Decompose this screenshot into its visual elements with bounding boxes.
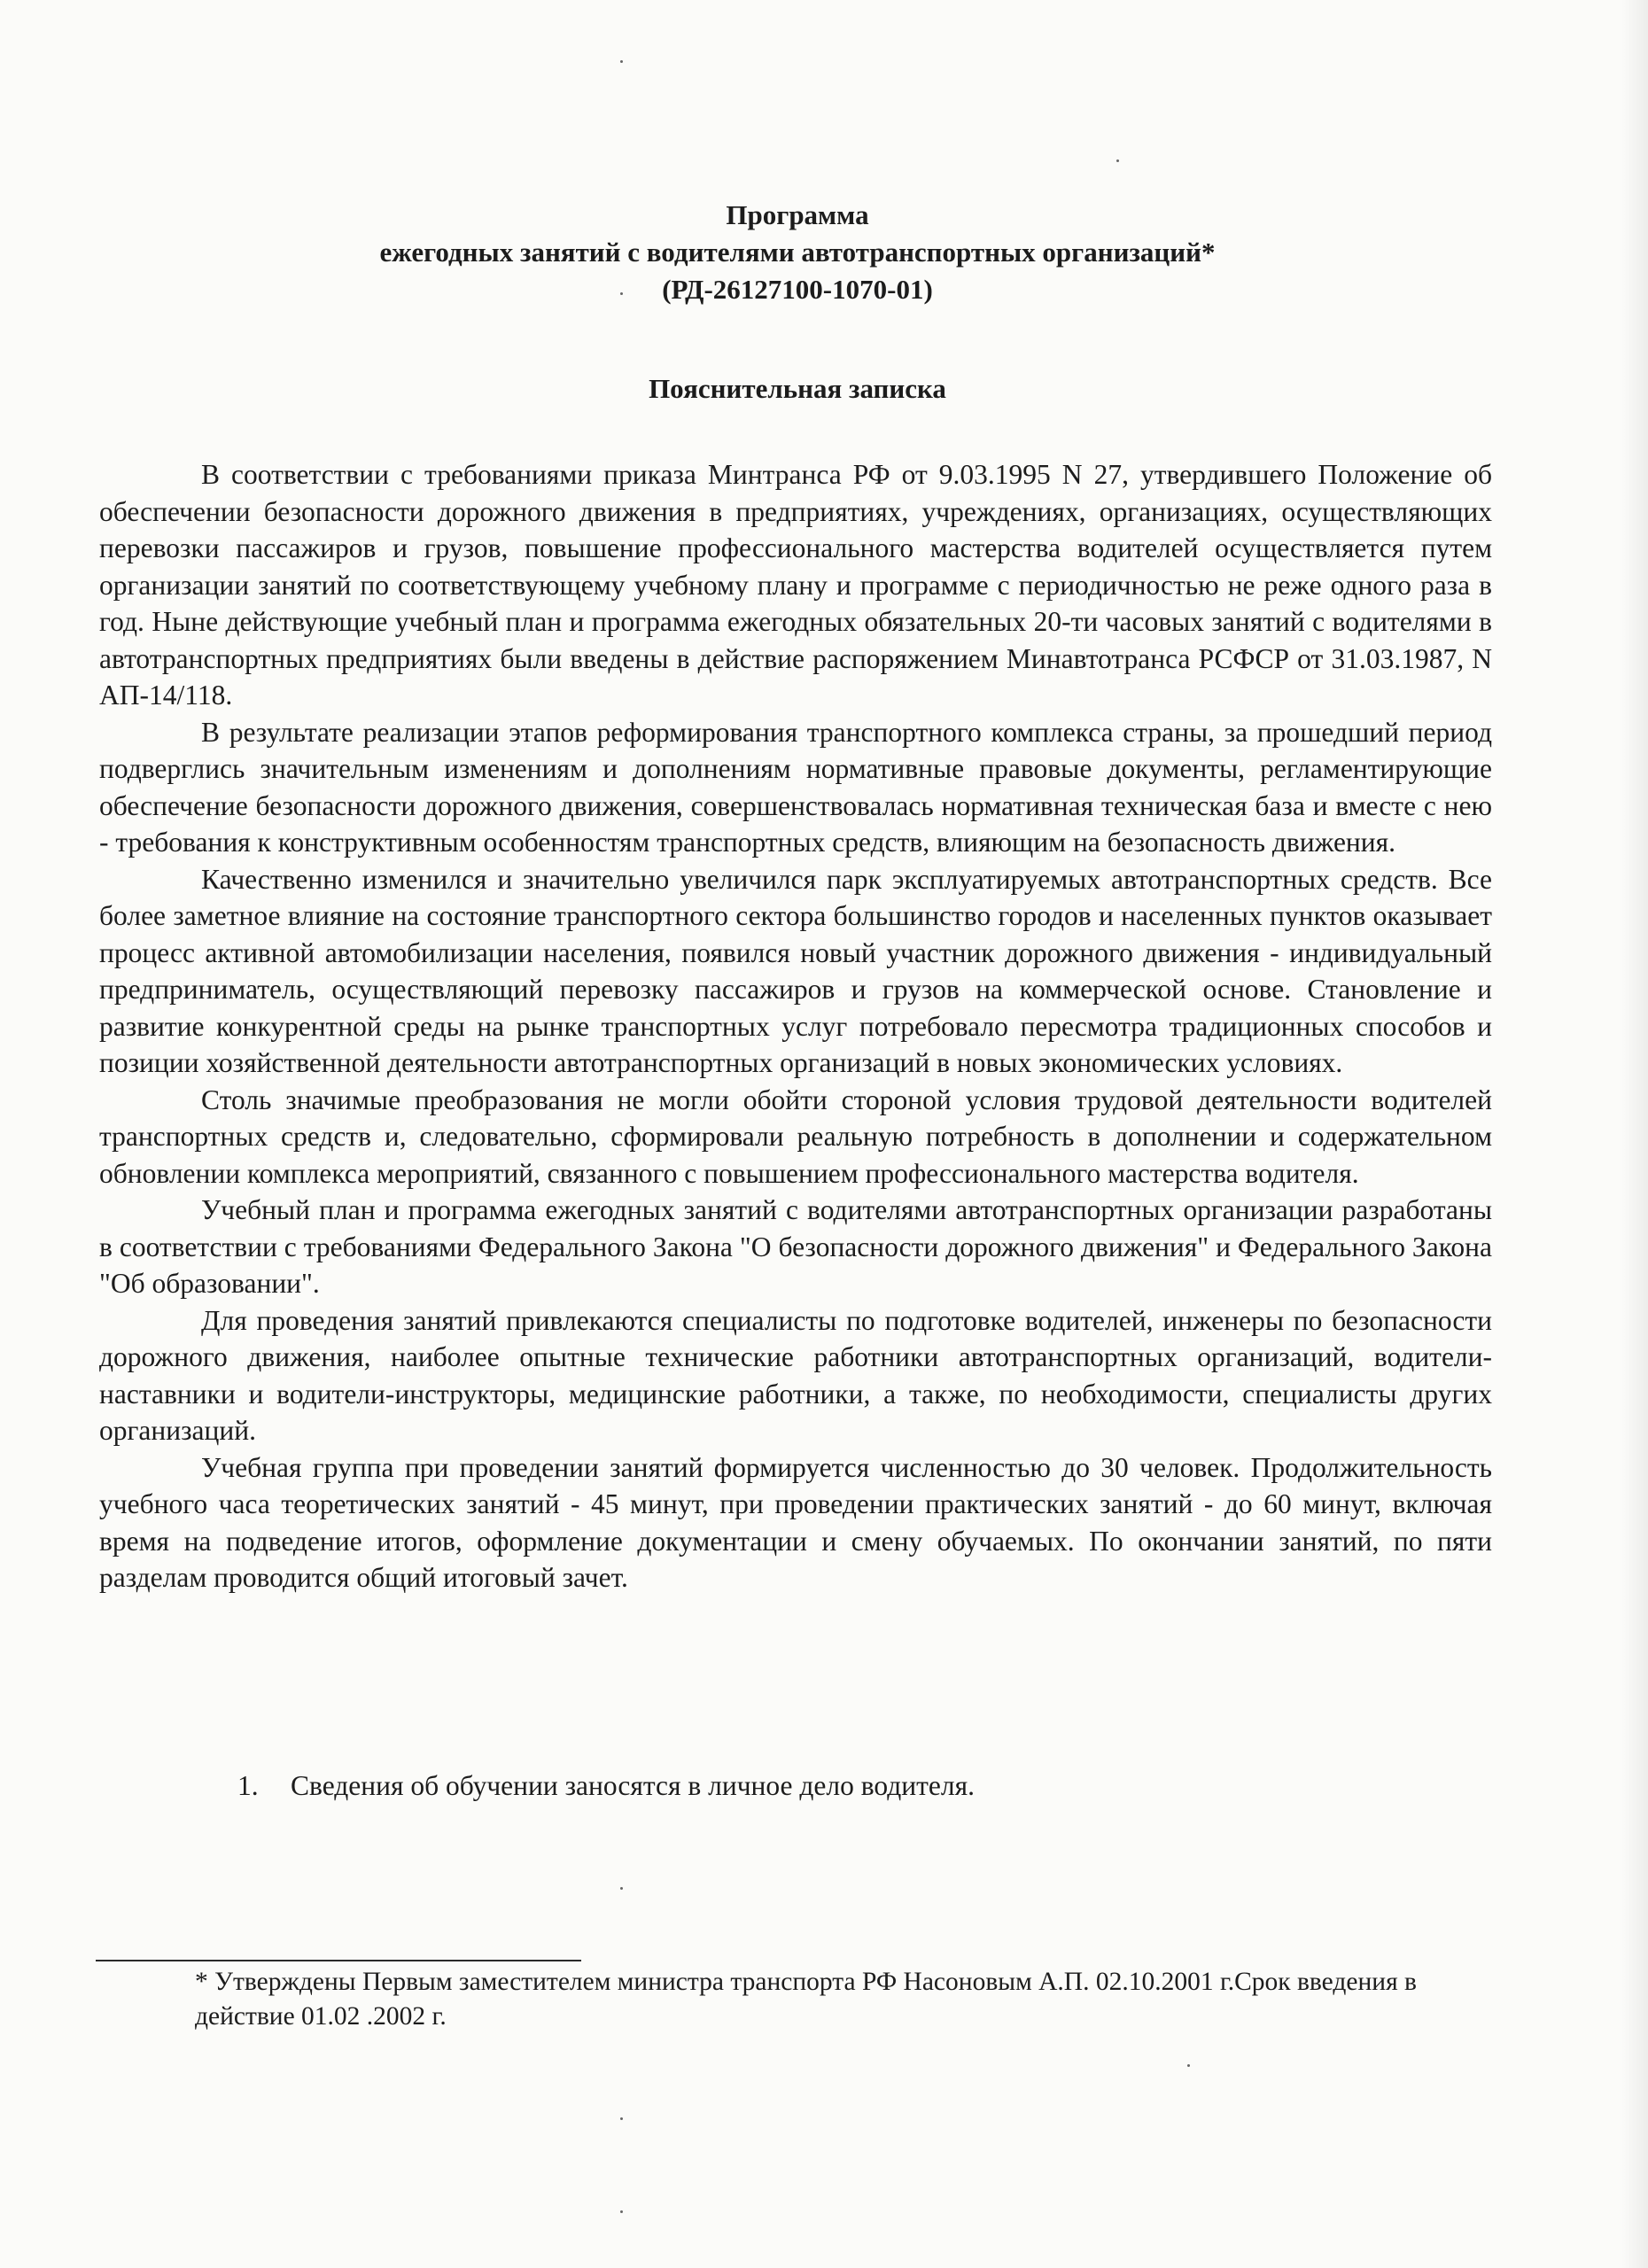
- scan-speck: [620, 292, 623, 295]
- list-item-number: 1.: [237, 1770, 259, 1801]
- section-heading: Пояснительная записка: [649, 373, 946, 404]
- title-line-3: (РД-26127100-1070-01): [662, 274, 933, 305]
- title-line-1: Программа: [726, 199, 869, 230]
- scan-speck: [620, 2210, 623, 2213]
- document-title: [0, 197, 1595, 308]
- footnote: * Утверждены Первым заместителем министра транспорта РФ Насоновым А.П. 02.10.2001 г.Срок введения в действие 01.02 .2002 г.: [195, 1968, 1417, 2031]
- list-item: [237, 1767, 1478, 1805]
- paragraph-1: В соответствии с требованиями приказа Минтранса РФ от 9.03.1995 N 27, утвердившего Положение об обеспечении безопасности дорожного движения в предприятиях, учреждениях, организациях, осуществляющих перевозки пассажиров и грузов, повышение профессионального мастерства водителей осуществляется путем организации занятий по соответствующему учебному плану и программе с периодичностью не реже одного раза в год. Ныне действующие учебный план и программа ежегодных обязательных 20-ти часовых занятий с водителями в автотранспортных предприятиях были введены в действие распоряжением Минавтотранса РСФСР от 31.03.1987, N АП-14/118.: [99, 459, 1492, 711]
- scan-speck: [620, 60, 623, 63]
- scan-speck: [1116, 159, 1119, 162]
- title-line-2: ежегодных занятий с водителями автотранспортных организаций*: [379, 237, 1216, 268]
- paragraph-7: Учебная группа при проведении занятий формируется численностью до 30 человек. Продолжительность учебного часа теоретических занятий - 45 минут, при проведении практических занятий - до 60 минут, включая время на подведение итогов, оформление документации и смену обучаемых. По окончании занятий, по пяти разделам проводится общий итоговый зачет.: [99, 1451, 1492, 1593]
- scan-speck: [620, 2117, 623, 2120]
- paragraph-4: Столь значимые преобразования не могли обойти стороной условия трудовой деятельности водителей транспортных средств и, следовательно, сформировали реальную потребность в дополнении и содержательном обновлении комплекса мероприятий, связанного с повышением профессионального мастерства водителя.: [99, 1084, 1492, 1189]
- paragraph-6: Для проведения занятий привлекаются специалисты по подготовке водителей, инженеры по безопасности дорожного движения, наиболее опытные технические работники автотранспортных организаций, водители-наставники и водители-инструкторы, медицинские работники, а также, по необходимости, специалисты других организаций.: [99, 1304, 1492, 1446]
- footnote-divider: [96, 1960, 581, 1961]
- page-edge-shadow: [1621, 0, 1648, 2268]
- scan-speck: [620, 1887, 623, 1890]
- body-text: [99, 456, 1492, 1596]
- scan-speck: [1187, 2064, 1190, 2067]
- paragraph-3: Качественно изменился и значительно увеличился парк эксплуатируемых автотранспортных средств. Все более заметное влияние на состояние транспортного сектора большинство городов и населенных пунктов оказывает процесс активной автомобилизации населения, появился новый участник дорожного движения - индивидуальный предприниматель, осуществляющий перевозку пассажиров и грузов на коммерческой основе. Становление и развитие конкурентной среды на рынке транспортных услуг потребовало пересмотра традиционных способов и позиции хозяйственной деятельности автотранспортных организаций в новых экономических условиях.: [99, 863, 1492, 1078]
- paragraph-2: В результате реализации этапов реформирования транспортного комплекса страны, за прошедший период подверглись значительным изменениям и дополнениям нормативные правовые документы, регламентирующие обеспечение безопасности дорожного движения, совершенствовалась нормативная техническая база и вместе с нею - требования к конструктивным особенностям транспортных средств, влияющим на безопасность движения.: [99, 716, 1492, 858]
- paragraph-5: Учебный план и программа ежегодных занятий с водителями автотранспортных организации разработаны в соответствии с требованиями Федерального Закона "О безопасности дорожного движения" и Федерального Закона "Об образовании".: [99, 1194, 1492, 1299]
- list-item-text: Сведения об обучении заносятся в личное дело водителя.: [291, 1770, 975, 1801]
